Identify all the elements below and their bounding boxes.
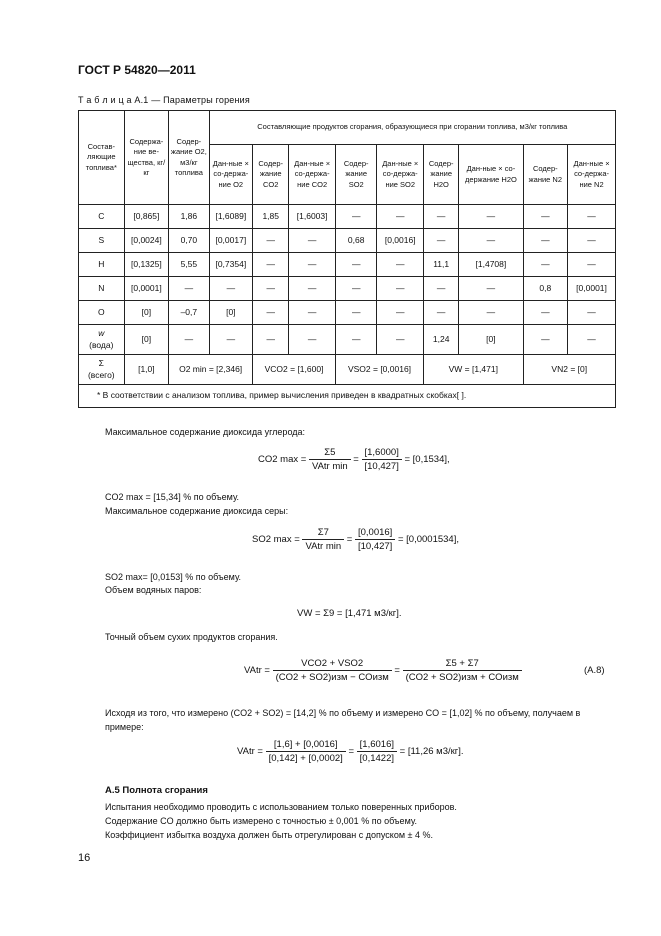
table-cell: —	[253, 253, 289, 277]
table-row	[79, 301, 616, 325]
table-cell: —	[424, 205, 459, 229]
table-cell: [1,6089]	[209, 205, 253, 229]
table-row	[79, 253, 616, 277]
head-component: Состав-ляющие топлива*	[79, 111, 125, 205]
table-cell: —	[335, 253, 376, 277]
table-cell: O	[79, 301, 125, 325]
table-cell: —	[289, 229, 336, 253]
table-cell: –0,7	[169, 301, 209, 325]
table-cell: —	[169, 277, 209, 301]
formula-tag: (А.8)	[584, 665, 605, 676]
table-cell: —	[289, 325, 336, 355]
table-cell: —	[568, 229, 616, 253]
table-cell: —	[568, 205, 616, 229]
table-cell: —	[377, 301, 424, 325]
table-cell: —	[424, 277, 459, 301]
head-sub: Дан-ные × со-держа-ние O2	[209, 145, 253, 205]
table-cell: 1,86	[169, 205, 209, 229]
table-cell: —	[289, 277, 336, 301]
table-cell: [1,6003]	[289, 205, 336, 229]
table-cell: [1,4708]	[459, 253, 523, 277]
table-cell: 0,8	[523, 277, 568, 301]
table-cell: —	[523, 253, 568, 277]
total-o2min: O2 min = [2,346]	[169, 355, 253, 385]
table-row	[79, 205, 616, 229]
table-row-total	[79, 355, 616, 385]
table-cell: —	[523, 325, 568, 355]
table-cell: —	[209, 325, 253, 355]
total-vn2: VN2 = [0]	[523, 355, 615, 385]
table-cell: [0,865]	[124, 205, 169, 229]
head-content: Содержа-ние ве-щества, кг/кг	[124, 111, 169, 205]
table-cell: [0]	[124, 325, 169, 355]
head-sub: Дан-ные × со-держание H2O	[459, 145, 523, 205]
table-cell: —	[424, 229, 459, 253]
head-o2: Содер-жание O2, м3/кг топлива	[169, 111, 209, 205]
table-cell: —	[377, 277, 424, 301]
table-cell: —	[209, 277, 253, 301]
so2-result: SO2 max= [0,0153] % по объему.	[105, 572, 242, 582]
section-paragraph: Испытания необходимо проводить с использованием только поверенных приборов.	[105, 802, 457, 812]
head-sub: Содер-жание N2	[523, 145, 568, 205]
table-caption: Т а б л и ц а А.1 — Параметры горения	[78, 95, 250, 105]
head-sub: Дан-ные × со-держа-ние SO2	[377, 145, 424, 205]
co2-result: CO2 max = [15,34] % по объему.	[105, 492, 240, 502]
table-cell: —	[523, 205, 568, 229]
head-sub: Дан-ные × со-держа-ние CO2	[289, 145, 336, 205]
table-cell: C	[79, 205, 125, 229]
table-cell: —	[459, 277, 523, 301]
table-cell: 1,24	[424, 325, 459, 355]
formula-vw: VW = Σ9 = [1,471 м3/кг].	[297, 608, 402, 619]
table-cell: —	[335, 277, 376, 301]
formula-co2: CO2 max = $\frac{\Sigma 5}{\text{VAtr min}}$ = $\frac{[1,6000]}{[10,427]}$ = [0,1534],	[258, 447, 450, 472]
total-vw: VW = [1,471]	[424, 355, 523, 385]
table-cell: —	[253, 325, 289, 355]
table-cell: —	[377, 325, 424, 355]
table-cell: —	[253, 277, 289, 301]
table-cell: —	[568, 253, 616, 277]
total-vco2: VCO2 = [1,600]	[253, 355, 336, 385]
table-cell: —	[459, 301, 523, 325]
co2-intro: Максимальное содержание диоксида углерода:	[105, 427, 306, 437]
table-cell: S	[79, 229, 125, 253]
total-mass: [1,0]	[124, 355, 169, 385]
table-cell: 5,55	[169, 253, 209, 277]
table-cell: N	[79, 277, 125, 301]
table-cell: —	[253, 301, 289, 325]
table-cell: —	[377, 205, 424, 229]
table-cell: —	[253, 229, 289, 253]
table-row	[79, 277, 616, 301]
table-cell: [0,0017]	[209, 229, 253, 253]
table-cell: —	[424, 301, 459, 325]
head-sub: Содер-жание CO2	[253, 145, 289, 205]
head-sub: Содер-жание H2O	[424, 145, 459, 205]
h2o-intro: Объем водяных паров:	[105, 585, 202, 595]
formula-so2: SO2 max = $\frac{\Sigma 7}{\text{VAtr min}}$ = $\frac{[0,0016]}{[10,427]}$ = [0,0001534],	[252, 527, 459, 552]
row-label-water: w (вода)	[79, 325, 125, 355]
table-cell: [0]	[209, 301, 253, 325]
table-cell: [0,0001]	[124, 277, 169, 301]
combustion-parameters-table	[78, 110, 616, 408]
table-cell: 0,70	[169, 229, 209, 253]
table-cell: [0,7354]	[209, 253, 253, 277]
measure-text: Исходя из того, что измерено (CO2 + SO2) = [14,2] % по объему и измерено CO = [1,02] % по объему, получаем в примере:	[105, 708, 581, 733]
section-title: А.5 Полнота сгорания	[105, 785, 208, 796]
table-cell: —	[377, 253, 424, 277]
table-cell: —	[459, 205, 523, 229]
so2-intro: Максимальное содержание диоксида серы:	[105, 506, 289, 516]
formula-vatr: VAtr = $\frac{\text{VCO2 + VSO2}}{\text{(CO2 + SO2)изм − COизм}}$ = $\frac{\Sigma 5 + \Sigma 7}{\text{(CO2 + SO2)изм + COизм}}$	[244, 658, 522, 683]
table-cell: —	[289, 253, 336, 277]
table-cell: [0,0024]	[124, 229, 169, 253]
section-paragraph: Коэффициент избытка воздуха должен быть отрегулирован с допуском ± 4 %.	[105, 830, 433, 840]
table-cell: —	[335, 325, 376, 355]
table-cell: [0,1325]	[124, 253, 169, 277]
table-cell: —	[289, 301, 336, 325]
table-cell: 11,1	[424, 253, 459, 277]
section-paragraph: Содержание CO должно быть измерено с точностью ± 0,001 % по объему.	[105, 816, 417, 826]
table-cell: —	[335, 205, 376, 229]
table-cell: —	[169, 325, 209, 355]
document-header: ГОСТ Р 54820—2011	[78, 63, 196, 77]
table-cell: —	[523, 229, 568, 253]
table-cell: [0]	[459, 325, 523, 355]
table-cell: —	[568, 301, 616, 325]
formula-example: VAtr = $\frac{[1,6] + [0,0016]}{[0,142] + [0,0002]}$ = $\frac{[1,6016]}{[0,1422]}$ = [11,26 м3/кг].	[237, 739, 464, 764]
dry-intro: Точный объем сухих продуктов сгорания.	[105, 632, 278, 642]
table-row-water	[79, 325, 616, 355]
table-cell: H	[79, 253, 125, 277]
table-cell: —	[335, 301, 376, 325]
table-cell: —	[523, 301, 568, 325]
total-vso2: VSO2 = [0,0016]	[335, 355, 423, 385]
page-number: 16	[78, 852, 91, 864]
head-sub: Содер-жание SO2	[335, 145, 376, 205]
row-label-total: Σ (всего)	[79, 355, 125, 385]
head-sub: Дан-ные × со-держа-ние N2	[568, 145, 616, 205]
table-cell: [0]	[124, 301, 169, 325]
table-cell: —	[568, 325, 616, 355]
table-cell: 1,85	[253, 205, 289, 229]
head-group: Составляющие продуктов сгорания, образующиеся при сгорании топлива, м3/кг топлива	[209, 111, 615, 145]
table-cell: —	[459, 229, 523, 253]
table-row	[79, 229, 616, 253]
table-cell: [0,0001]	[568, 277, 616, 301]
table-cell: [0,0016]	[377, 229, 424, 253]
table-footnote: * В соответствии с анализом топлива, пример вычисления приведен в квадратных скобках[ ].	[79, 385, 616, 408]
table-cell: 0,68	[335, 229, 376, 253]
